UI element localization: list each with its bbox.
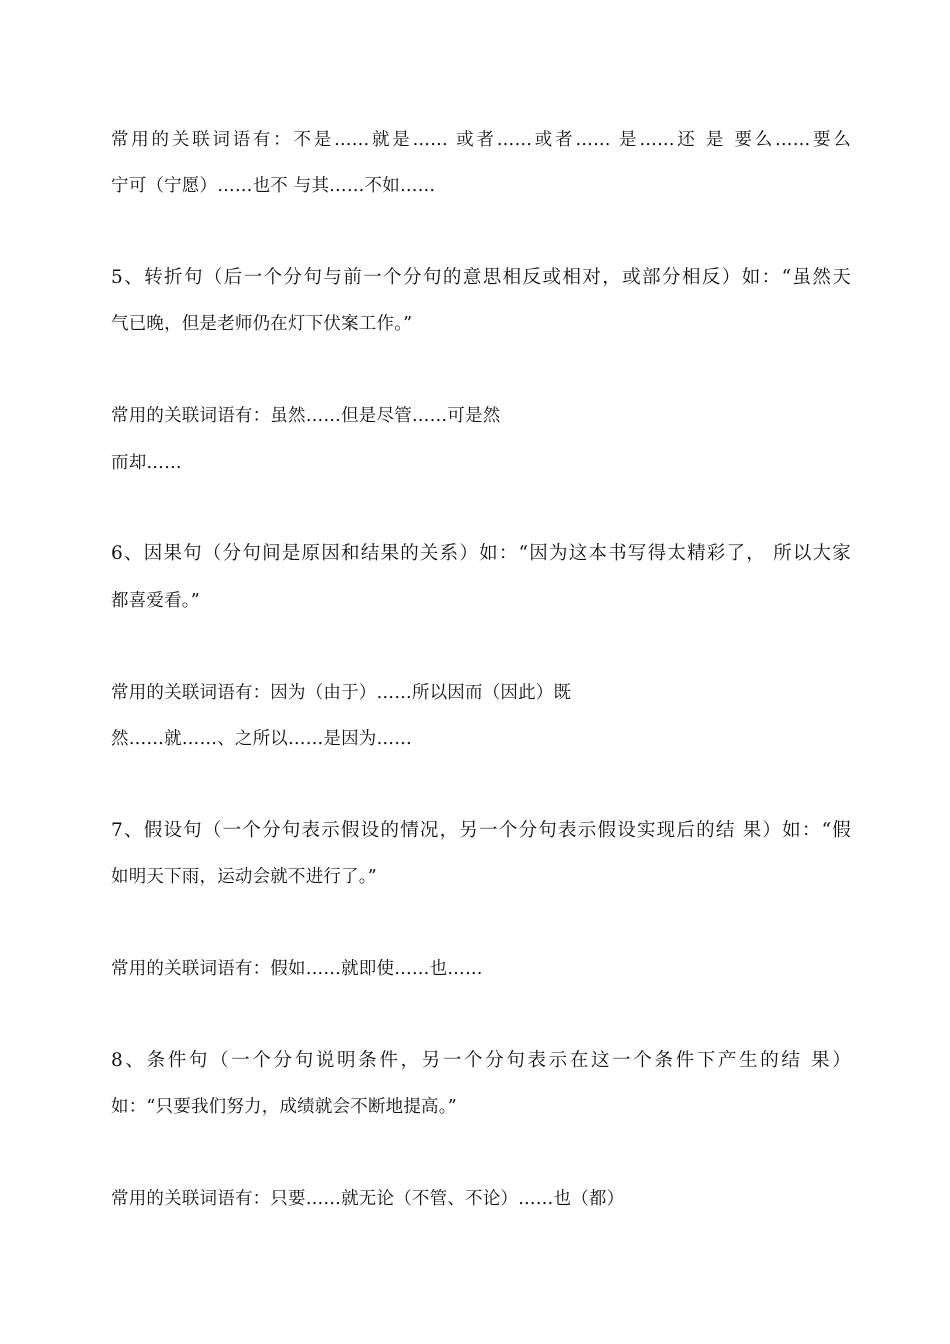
conjunction-list-line: 而却…… bbox=[111, 453, 182, 473]
section-example-line: 如明天下雨，运动会就不进行了。” bbox=[111, 867, 377, 887]
conjunction-list-line: 常用的关联词语有：假如……就即使……也…… bbox=[111, 959, 483, 979]
section-example-line: 如：“只要我们努力，成绩就会不断地提高。” bbox=[111, 1097, 457, 1117]
section-example-line: 气已晚，但是老师仍在灯下伏案工作。” bbox=[111, 314, 413, 334]
conjunction-list-line: 常用的关联词语有：不是……就是…… 或者……或者…… 是……还 是 要么……要么 bbox=[111, 130, 851, 150]
section-example-line: 都喜爱看。” bbox=[111, 591, 200, 611]
conjunction-list-line: 宁可（宁愿）……也不 与其……不如…… bbox=[111, 176, 436, 196]
conjunction-list-line: 常用的关联词语有：只要……就无论（不管、不论）……也（都） bbox=[111, 1189, 625, 1209]
section-heading-conditional: 8、条件句（一个分句说明条件，另一个分句表示在这一个条件下产生的结 果） bbox=[111, 1050, 851, 1071]
section-heading-causal: 6、因果句（分句间是原因和结果的关系）如：“因为这本书写得太精彩了， 所以大家 bbox=[111, 543, 851, 564]
conjunction-list-line: 常用的关联词语有：因为（由于）……所以因而（因此）既 bbox=[111, 683, 572, 703]
section-heading-adversative: 5、转折句（后一个分句与前一个分句的意思相反或相对，或部分相反）如：“虽然天 bbox=[111, 267, 851, 288]
section-heading-hypothetical: 7、假设句（一个分句表示假设的情况，另一个分句表示假设实现后的结 果）如：“假 bbox=[111, 820, 851, 841]
conjunction-list-line: 常用的关联词语有：虽然……但是尽管……可是然 bbox=[111, 406, 501, 426]
conjunction-list-line: 然……就……、之所以……是因为…… bbox=[111, 729, 412, 749]
